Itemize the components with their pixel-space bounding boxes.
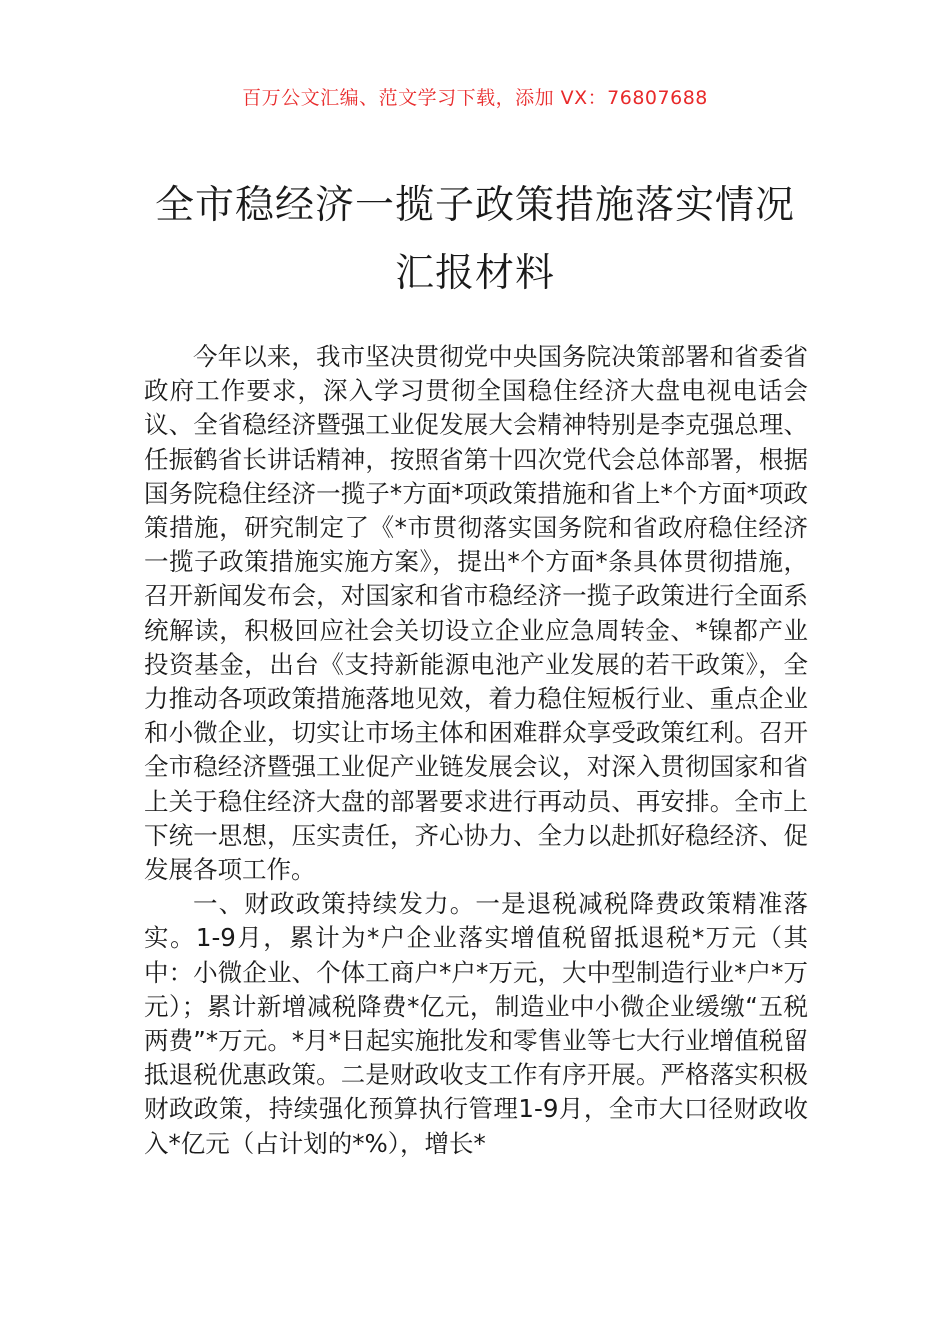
body-paragraph-intro: 今年以来，我市坚决贯彻党中央国务院决策部署和省委省政府工作要求，深入学习贯彻全国稳住经济大盘电视电话会议、全省稳经济暨强工业促发展大会精神特别是李克强总理、任振鹤省长讲话精神，按照省第十四次党代会总体部署，根据国务院稳住经济一揽子*方面*项政策措施和省上*个方面*项政策措施，研究制定了《*市贯彻落实国务院和省政府稳住经济一揽子政策措施实施方案》，提出*个方面*条具体贯彻措施，召开新闻发布会，对国家和省市稳经济一揽子政策进行全面系统解读，积极回应社会关切设立企业应急周转金、*镍都产业投资基金，出台《支持新能源电池产业发展的若干政策》，全力推动各项政策措施落地见效，着力稳住短板行业、重点企业和小微企业，切实让市场主体和困难群众享受政策红利。召开全市稳经济暨强工业促产业链发展会议，对深入贯彻国家和省上关于稳住经济大盘的部署要求进行再动员、再安排。全市上下统一思想，压实责任，齐心协力、全力以赴抓好稳经济、促发展各项工作。 — [144, 342, 808, 885]
promo-banner: 百万公文汇编、范文学习下载，添加 VX：76807688 — [242, 87, 708, 109]
document-title: 全市稳经济一揽子政策措施落实情况汇报材料 — [154, 183, 795, 296]
document-body — [144, 340, 808, 1161]
body-paragraph-section-1: 一、财政政策持续发力。一是退税减税降费政策精准落实。1-9月，累计为*户企业落实增值税留抵退税*万元（其中：小微企业、个体工商户*户*万元，大中型制造行业*户*万元）；累计新增减税降费*亿元，制造业中小微企业缓缴“五税两费”*万元。*月*日起实施批发和零售业等七大行业增值税留抵退税优惠政策。二是财政收支工作有序开展。严格落实积极财政政策，持续强化预算执行管理1-9月，全市大口径财政收入*亿元（占计划的*%），增长* — [144, 889, 808, 1158]
